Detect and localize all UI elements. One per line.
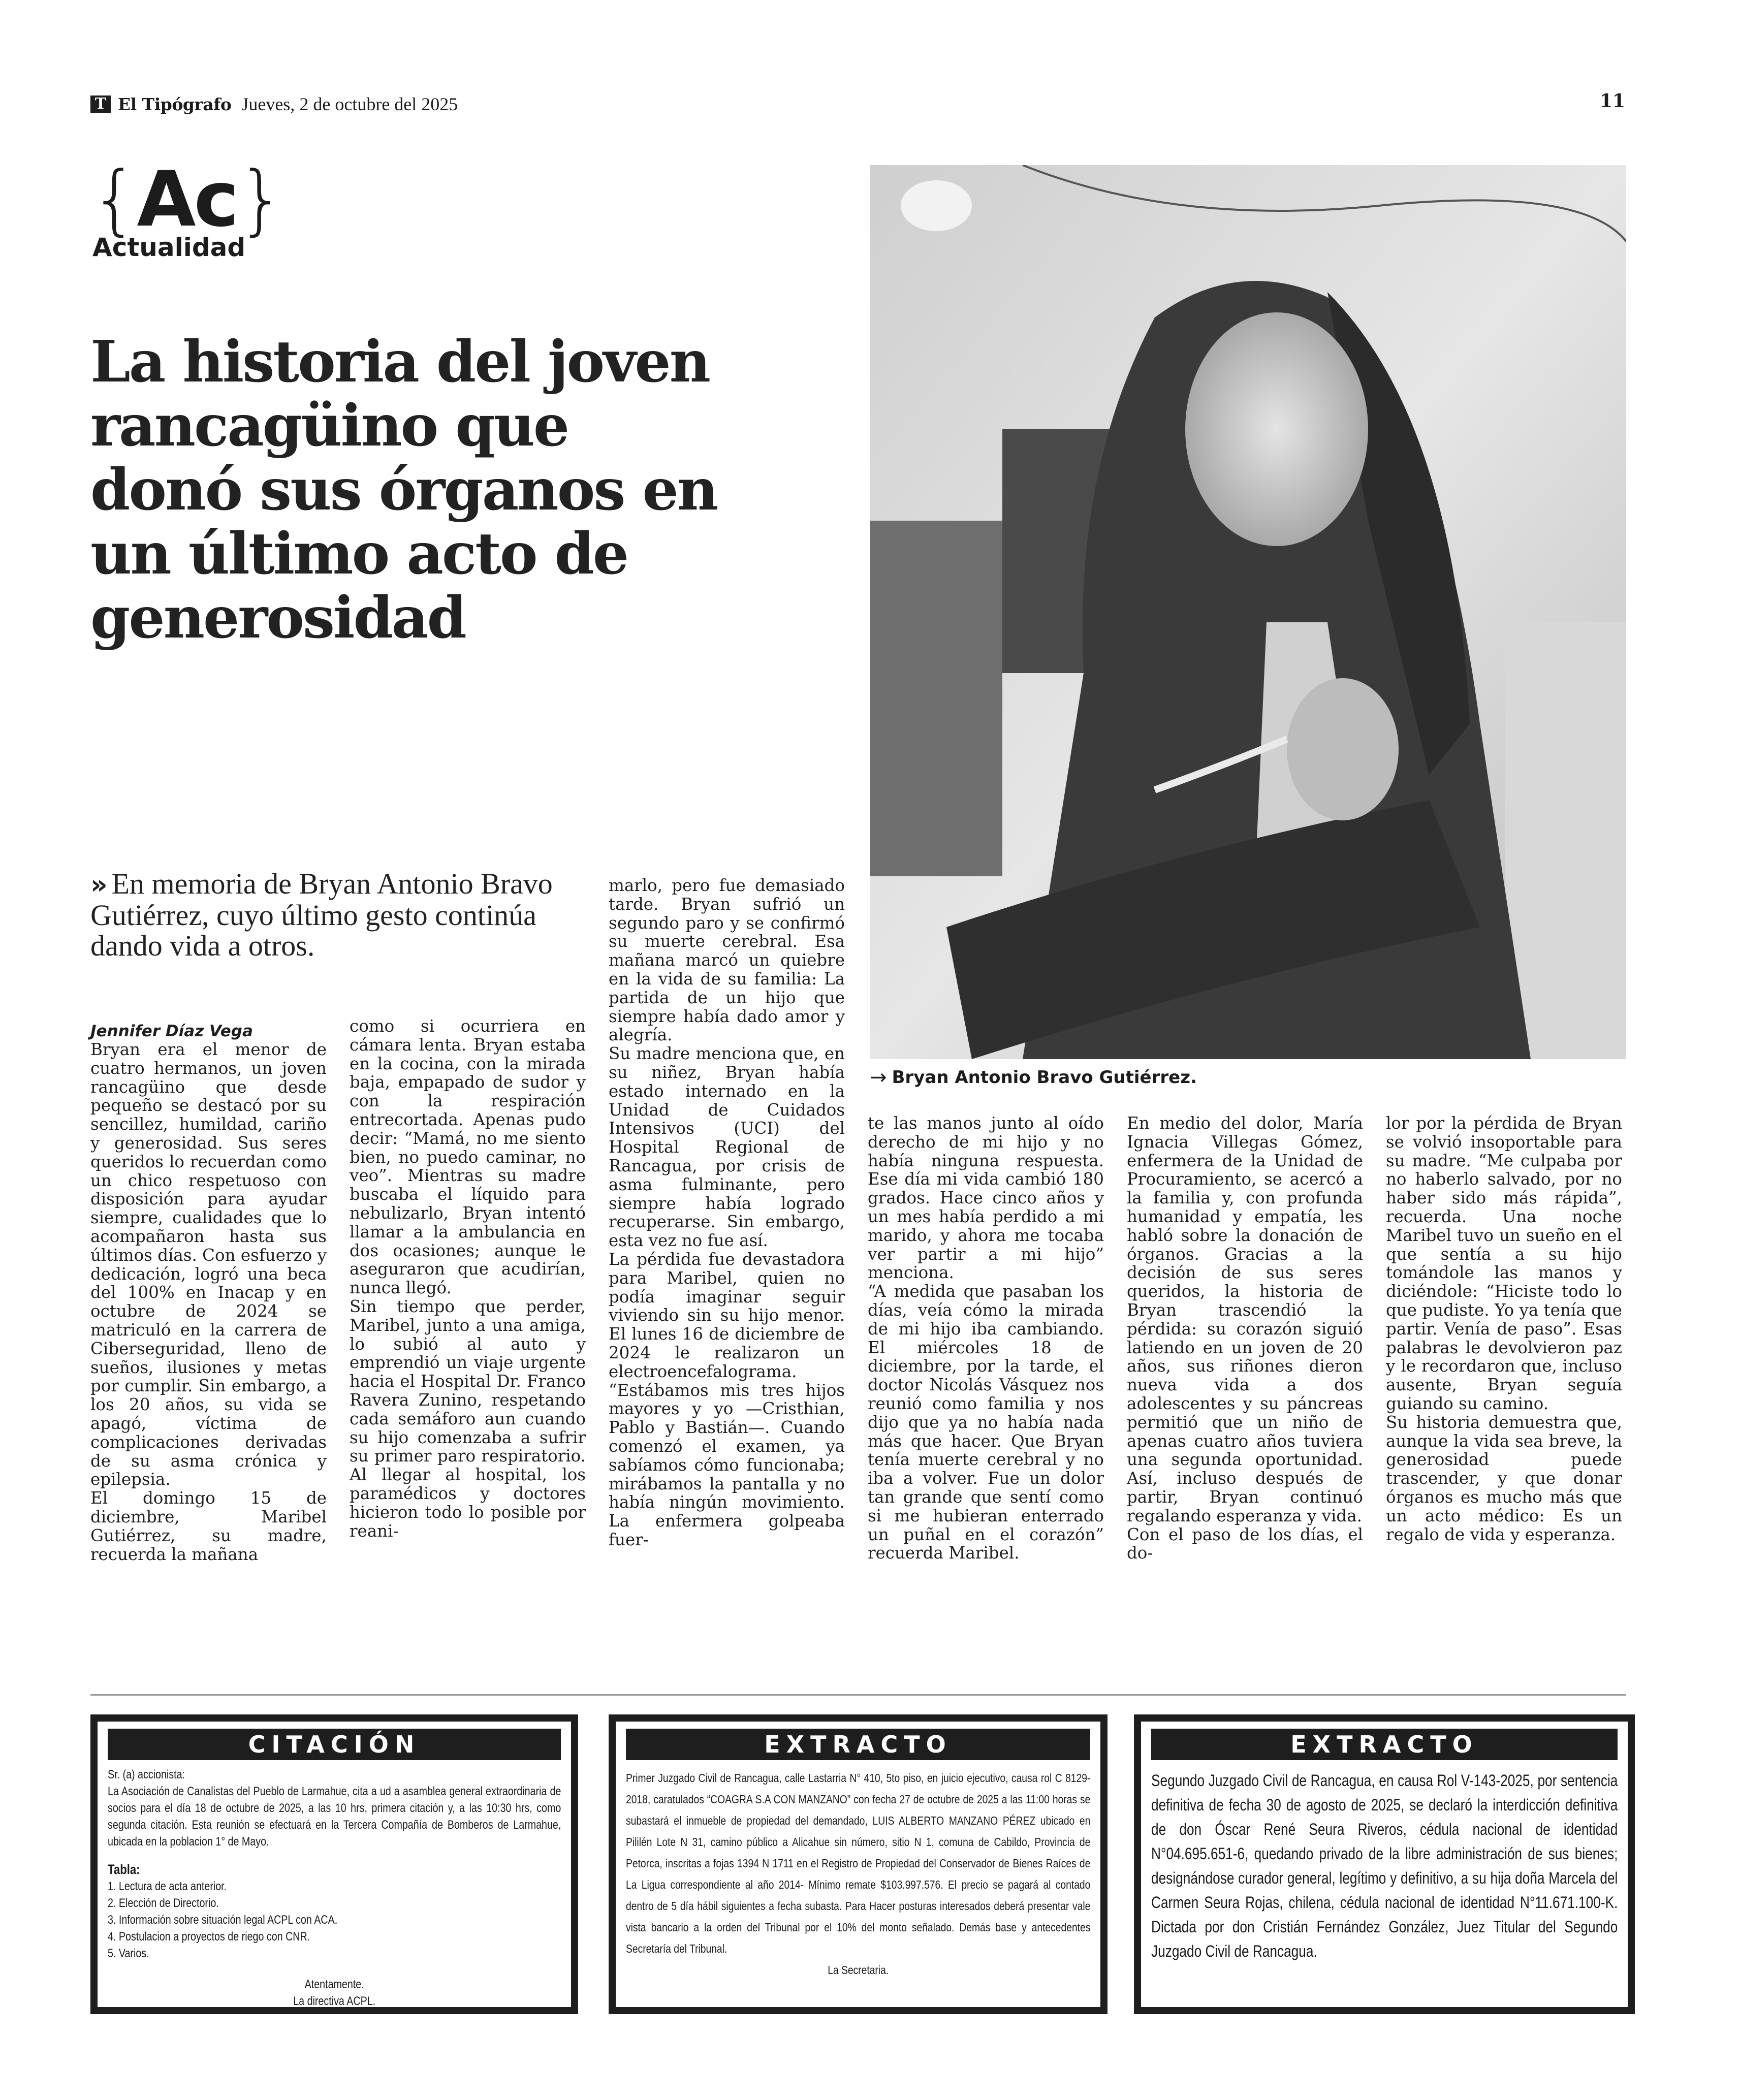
page-number: 11 [1599,90,1625,112]
notice-title: CITACIÓN [108,1729,561,1760]
deck-text: En memoria de Bryan Antonio Bravo Gutiérrez, cuyo último gesto continúa dando vida a otros. [90,867,553,962]
article-headline [90,330,802,650]
notice-text: Primer Juzgado Civil de Rancagua, calle Lastarria N° 410, 5to piso, en juicio ejecutivo, causa rol C 8129-2018, caratulados “COAGRA S.A CON MANZANO” con fecha 27 de octubre de 2025 a las 11:00 horas se subastará el inmueble de propiedad del demandado, LUIS ALBERTO MANZANO PÉREZ ubicado en Pililén Lote N 31, camino público a Alicahue sin número, sitio N 1, comuna de Cabildo, Provincia de Petorca, inscritas a fojas 1394 N 1711 en el Registro de Propiedad del Conservador de Bienes Raíces de La Ligua correspondiente al año 2014- Mínimo remate $103.997.576. El precio se pagará al contado dentro de 5 día hábil siguientes a fecha subasta. Para Hacer posturas interesados deberá presentar vale vista bancario a la orden del Tribunal por el 10% del monto señalado. Demás base y antecedentes Secretaría del Tribunal. [626,1771,1091,1955]
agenda-item: 3. Información sobre situación legal ACPL con ACA. [108,1913,338,1927]
article-column-3 [609,876,845,1549]
caption-text: Bryan Antonio Bravo Gutiérrez. [892,1067,1197,1088]
paragraph: En medio del dolor, María Ignacia Villegas Gómez, enfermera de la Unidad de Procuramiento, se acercó a la familia y, con profunda humanidad y empatía, les habló sobre la donación de órganos. Gracias a la decisión de sus seres queridos, la historia de Bryan trascendió la pérdida: su corazón siguió latiendo en un joven de 20 años, sus riñones dieron nueva vida a dos adolescentes y su páncreas permitió que un niño de apenas cuatro años tuviera una segunda oportunidad. Así, incluso después de partir, Bryan continuó regalando esperanza y vida. [1127,1113,1363,1525]
notice-signature: La Secretaria. [828,1963,889,1977]
article-column-2 [350,1017,586,1540]
paragraph: Su madre menciona que, en su niñez, Bryan había estado internado en la Unidad de Cuidados Intensivos (UCI) del Hospital Regional de Rancagua, por crisis de asma fulminante, pero siempre había logrado recuperarse. Sin embargo, esta vez no fue así. [609,1044,845,1251]
paragraph: “A medida que pasaban los días, veía cómo la mirada de mi hijo iba cambiando. El miércoles 18 de diciembre, por la tarde, el doctor Nicolás Vásquez nos reunió como familia y nos dijo que ya no había nada más que hacer. Que Bryan tenía muerte cerebral y no iba a volver. Fue un dolor tan grande que sentí como si me hubieran enterrado un puñal en el corazón” recuerda Maribel. [868,1282,1104,1563]
notice-body [1151,1768,1618,1963]
article-column-6 [1386,1114,1622,1544]
byline: Jennifer Díaz Vega [90,1022,253,1040]
paragraph: Sin tiempo que perder, Maribel, junto a una amiga, lo subió al auto y emprendió un viaje urgente hacia el Hospital Dr. Franco Ravera Zunino, respetando cada semáforo aun cuando su hijo comenzaba a sufrir su primer paro respiratorio. Al llegar al hospital, los paramédicos y doctores hicieron todo lo posible por reani- [350,1296,586,1541]
headline-line: La historia del joven [90,329,709,395]
section-label [90,155,283,262]
article-deck [90,869,558,961]
headline-line: generosidad [90,585,465,651]
article-column-5 [1127,1114,1363,1563]
paragraph: marlo, pero fue demasiado tarde. Bryan sufrió un segundo paro y se confirmó su muerte cerebral. Esa mañana marcó un quiebre en la vida de su familia: La partida de un hijo que siempre había dado amor y alegría. [609,876,845,1045]
headline-line: donó sus órganos en [90,457,717,523]
section-mark [90,155,283,244]
notice-text: La Asociación de Canalistas del Pueblo de Larmahue, cita a ud a asamblea general extraordinaria de socios para el día 18 de octubre de 2025, a las 10 hrs, primera citación y, a las 10:30 hrs, como segunda citación. Esta reunión se efectuará en la Tercera Compañía de Bomberos de Larmahue, ubicada en la poblacion 1° de Mayo. [108,1785,561,1849]
guillemet-icon: » [90,870,108,900]
article-column-1 [90,1022,327,1564]
paragraph: Con el paso de los días, el do- [1127,1524,1363,1563]
agenda-item: 5. Varios. [108,1947,149,1960]
agenda-title: Tabla: [108,1862,140,1877]
article-photo [870,165,1626,1059]
paragraph: Bryan era el menor de cuatro hermanos, un joven rancagüino que desde pequeño se destacó por su sencillez, humildad, cariño y generosidad. Sus seres queridos lo recuerdan como un chico respetuoso con disposición para ayudar siempre, cualidades que lo acompañaron hasta sus últimos días. Con esfuerzo y dedicación, logró una beca del 100% en Inacap y en octubre de 2024 se matriculó en la carrera de Ciberseguridad, lleno de sueños, ilusiones y metas por cumplir. Sin embargo, a los 20 años, su vida se apagó, víctima de complicaciones derivadas de su asma crónica y epilepsia. [90,1040,327,1489]
notice-body [108,1766,561,2010]
notice-text: Segundo Juzgado Civil de Rancagua, en causa Rol V-143-2025, por sentencia definitiva de fecha 30 de agosto de 2025, se declaró la interdicción definitiva de don Óscar René Seura Riveros, cédula nacional de identidad N°04.695.651-6, quedando privado de la libre administración de sus bienes; designándose curador general, legítimo y definitivo, a su hija doña Marcela del Carmen Seura Rojas, chilena, cédula nacional de identidad N°11.671.100-K. Dictada por don Cristián Fernández González, Juez Titular del Segundo Juzgado Civil de Rancagua. [1151,1771,1618,1960]
section-abbr: Ac [137,155,237,244]
notice-citacion [90,1714,578,2014]
notice-salutation: Sr. (a) accionista: [108,1768,185,1781]
section-divider [90,1694,1626,1696]
agenda-item: 1. Lectura de acta anterior. [108,1880,227,1893]
paragraph: La pérdida fue devastadora para Maribel, quien no podía imaginar seguir viviendo sin su hijo menor. El lunes 16 de diciembre de 2024 le realizaron un electroencefalograma. “Estábamos mis tres hijos mayores y yo —Cristhian, Pablo y Bastián—. Cuando comenzó el examen, ya sabíamos cómo funcionaba; mirábamos la pantalla y no había ningún movimiento. La enfermera golpeaba fuer- [609,1249,845,1549]
section-name: Actualidad [92,233,246,262]
notice-title: EXTRACTO [1151,1729,1618,1760]
notice-extracto-2 [1134,1714,1635,2014]
headline-line: un último acto de [90,521,628,587]
notice-signature: La directiva ACPL. [293,1994,376,2008]
photo-caption [870,1066,1197,1089]
masthead [90,92,458,116]
notice-extracto-1 [609,1714,1108,2014]
brace-open: { [90,155,137,244]
paragraph: te las manos junto al oído derecho de mi hijo y no había ninguna respuesta. Ese día mi vida cambió 180 grados. Hace cinco años y un mes había perdido a mi marido, y ahora me tocaba ver partir a mi hijo” menciona. [868,1113,1104,1283]
paragraph: El domingo 15 de diciembre, Maribel Gutiérrez, su madre, recuerda la mañana [90,1488,327,1564]
arrow-right-icon: → [870,1066,887,1089]
notice-body [626,1767,1090,1981]
notice-closing: Atentamente. [304,1978,364,1991]
brace-close: } [237,155,283,244]
agenda-item: 4. Postulacion a proyectos de riego con CNR. [108,1930,310,1944]
newspaper-name: El Tipógrafo [118,94,232,114]
issue-date: Jueves, 2 de octubre del 2025 [241,94,458,114]
paragraph: lor por la pérdida de Bryan se volvió insoportable para su madre. “Me culpaba por no haberlo salvado, por no haber sido más rápida”, recuerda. Una noche Maribel tuvo un sueño en el que sentía a su hijo tomándole las manos y diciéndole: “Hiciste todo lo que pudiste. Yo ya tenía que partir. Venía de paso”. Esas palabras le devolvieron paz y le recordaron que, incluso ausente, Bryan seguía guiando su camino. [1386,1113,1622,1413]
paragraph: Su historia demuestra que, aunque la vida sea breve, la generosidad puede trascender, y que donar órganos es mucho más que un acto médico: Es un regalo de vida y esperanza. [1386,1412,1622,1544]
paragraph: como si ocurriera en cámara lenta. Bryan estaba en la cocina, con la mirada baja, empapado de sudor y con la respiración entrecortada. Apenas pudo decir: “Mamá, no me siento bien, no puedo caminar, no veo”. Mientras su madre buscaba el líquido para nebulizarlo, Bryan intentó llamar a la ambulancia en dos ocasiones; aunque le aseguraron que acudirían, nunca llegó. [350,1016,586,1298]
agenda-item: 2. Elección de Directorio. [108,1896,219,1910]
portrait-photo-icon [870,165,1626,1059]
headline-line: rancagüino que [90,393,568,459]
article-column-4 [868,1114,1104,1563]
newspaper-logo-icon: T [90,96,111,113]
notice-title: EXTRACTO [626,1729,1090,1760]
